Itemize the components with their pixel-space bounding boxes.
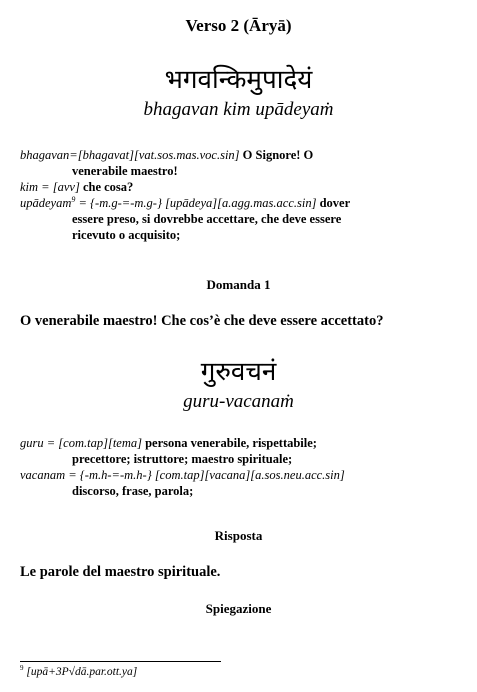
gloss-term: vacanam = {-m.h-=-m.h-} [com.tap][vacana][a.sos.neu.acc.sin] (20, 468, 345, 482)
gloss-meaning: che cosa? (82, 180, 134, 194)
verse-devanagari: भगवन्किमुपादेयं (164, 65, 313, 95)
answer-devanagari: गुरुवचनं (200, 357, 277, 387)
question-text: O venerabile maestro! Che cos’è che deve essere accettato? (20, 313, 384, 329)
gloss-meaning: O Signore! O (242, 148, 314, 162)
question-heading: Domanda 1 (206, 277, 271, 292)
answer-transliteration: guru-vacanaṁ (183, 391, 294, 412)
gloss-entry (20, 467, 460, 483)
footnote-ref[interactable]: 9 (71, 194, 76, 204)
footnote-mark: 9 (20, 664, 24, 673)
verse-title: Verso 2 (Āryā) (185, 16, 292, 35)
gloss-term: bhagavan=[bhagavat][vat.sos.mas.voc.sin] (20, 148, 240, 162)
verse-transliteration: bhagavan kim upādeyaṁ (143, 99, 334, 120)
gloss-entry (20, 435, 460, 451)
answer-glossary (20, 435, 460, 499)
verse-glossary (20, 147, 460, 243)
gloss-term-rest: = {-m.g-=-m.g-} [upādeya][a.agg.mas.acc.sin] (75, 196, 317, 210)
gloss-term: kim = [avv] (20, 180, 80, 194)
gloss-meaning: persona venerabile, rispettabile; (145, 436, 317, 450)
gloss-meaning: dover (319, 196, 351, 210)
gloss-entry (20, 179, 460, 195)
gloss-meaning-cont: discorso, frase, parola; (72, 484, 194, 498)
footnote (20, 666, 137, 678)
footnote-text: [upā+3P√dā.par.ott.ya] (26, 666, 138, 678)
gloss-entry (20, 195, 460, 211)
gloss-term: guru = [com.tap][tema] (20, 436, 142, 450)
answer-heading: Risposta (214, 528, 263, 543)
gloss-meaning-cont: essere preso, si dovrebbe accettare, che deve essere (72, 212, 342, 226)
answer-text: Le parole del maestro spirituale. (20, 564, 221, 580)
gloss-term: upādeyam (20, 196, 72, 210)
footnote-divider (20, 661, 221, 662)
gloss-entry (20, 147, 460, 163)
gloss-meaning-cont: venerabile maestro! (72, 164, 178, 178)
gloss-meaning-cont: precettore; istruttore; maestro spirituale; (72, 452, 293, 466)
explanation-heading: Spiegazione (205, 601, 272, 616)
gloss-meaning-cont: ricevuto o acquisito; (72, 228, 181, 242)
